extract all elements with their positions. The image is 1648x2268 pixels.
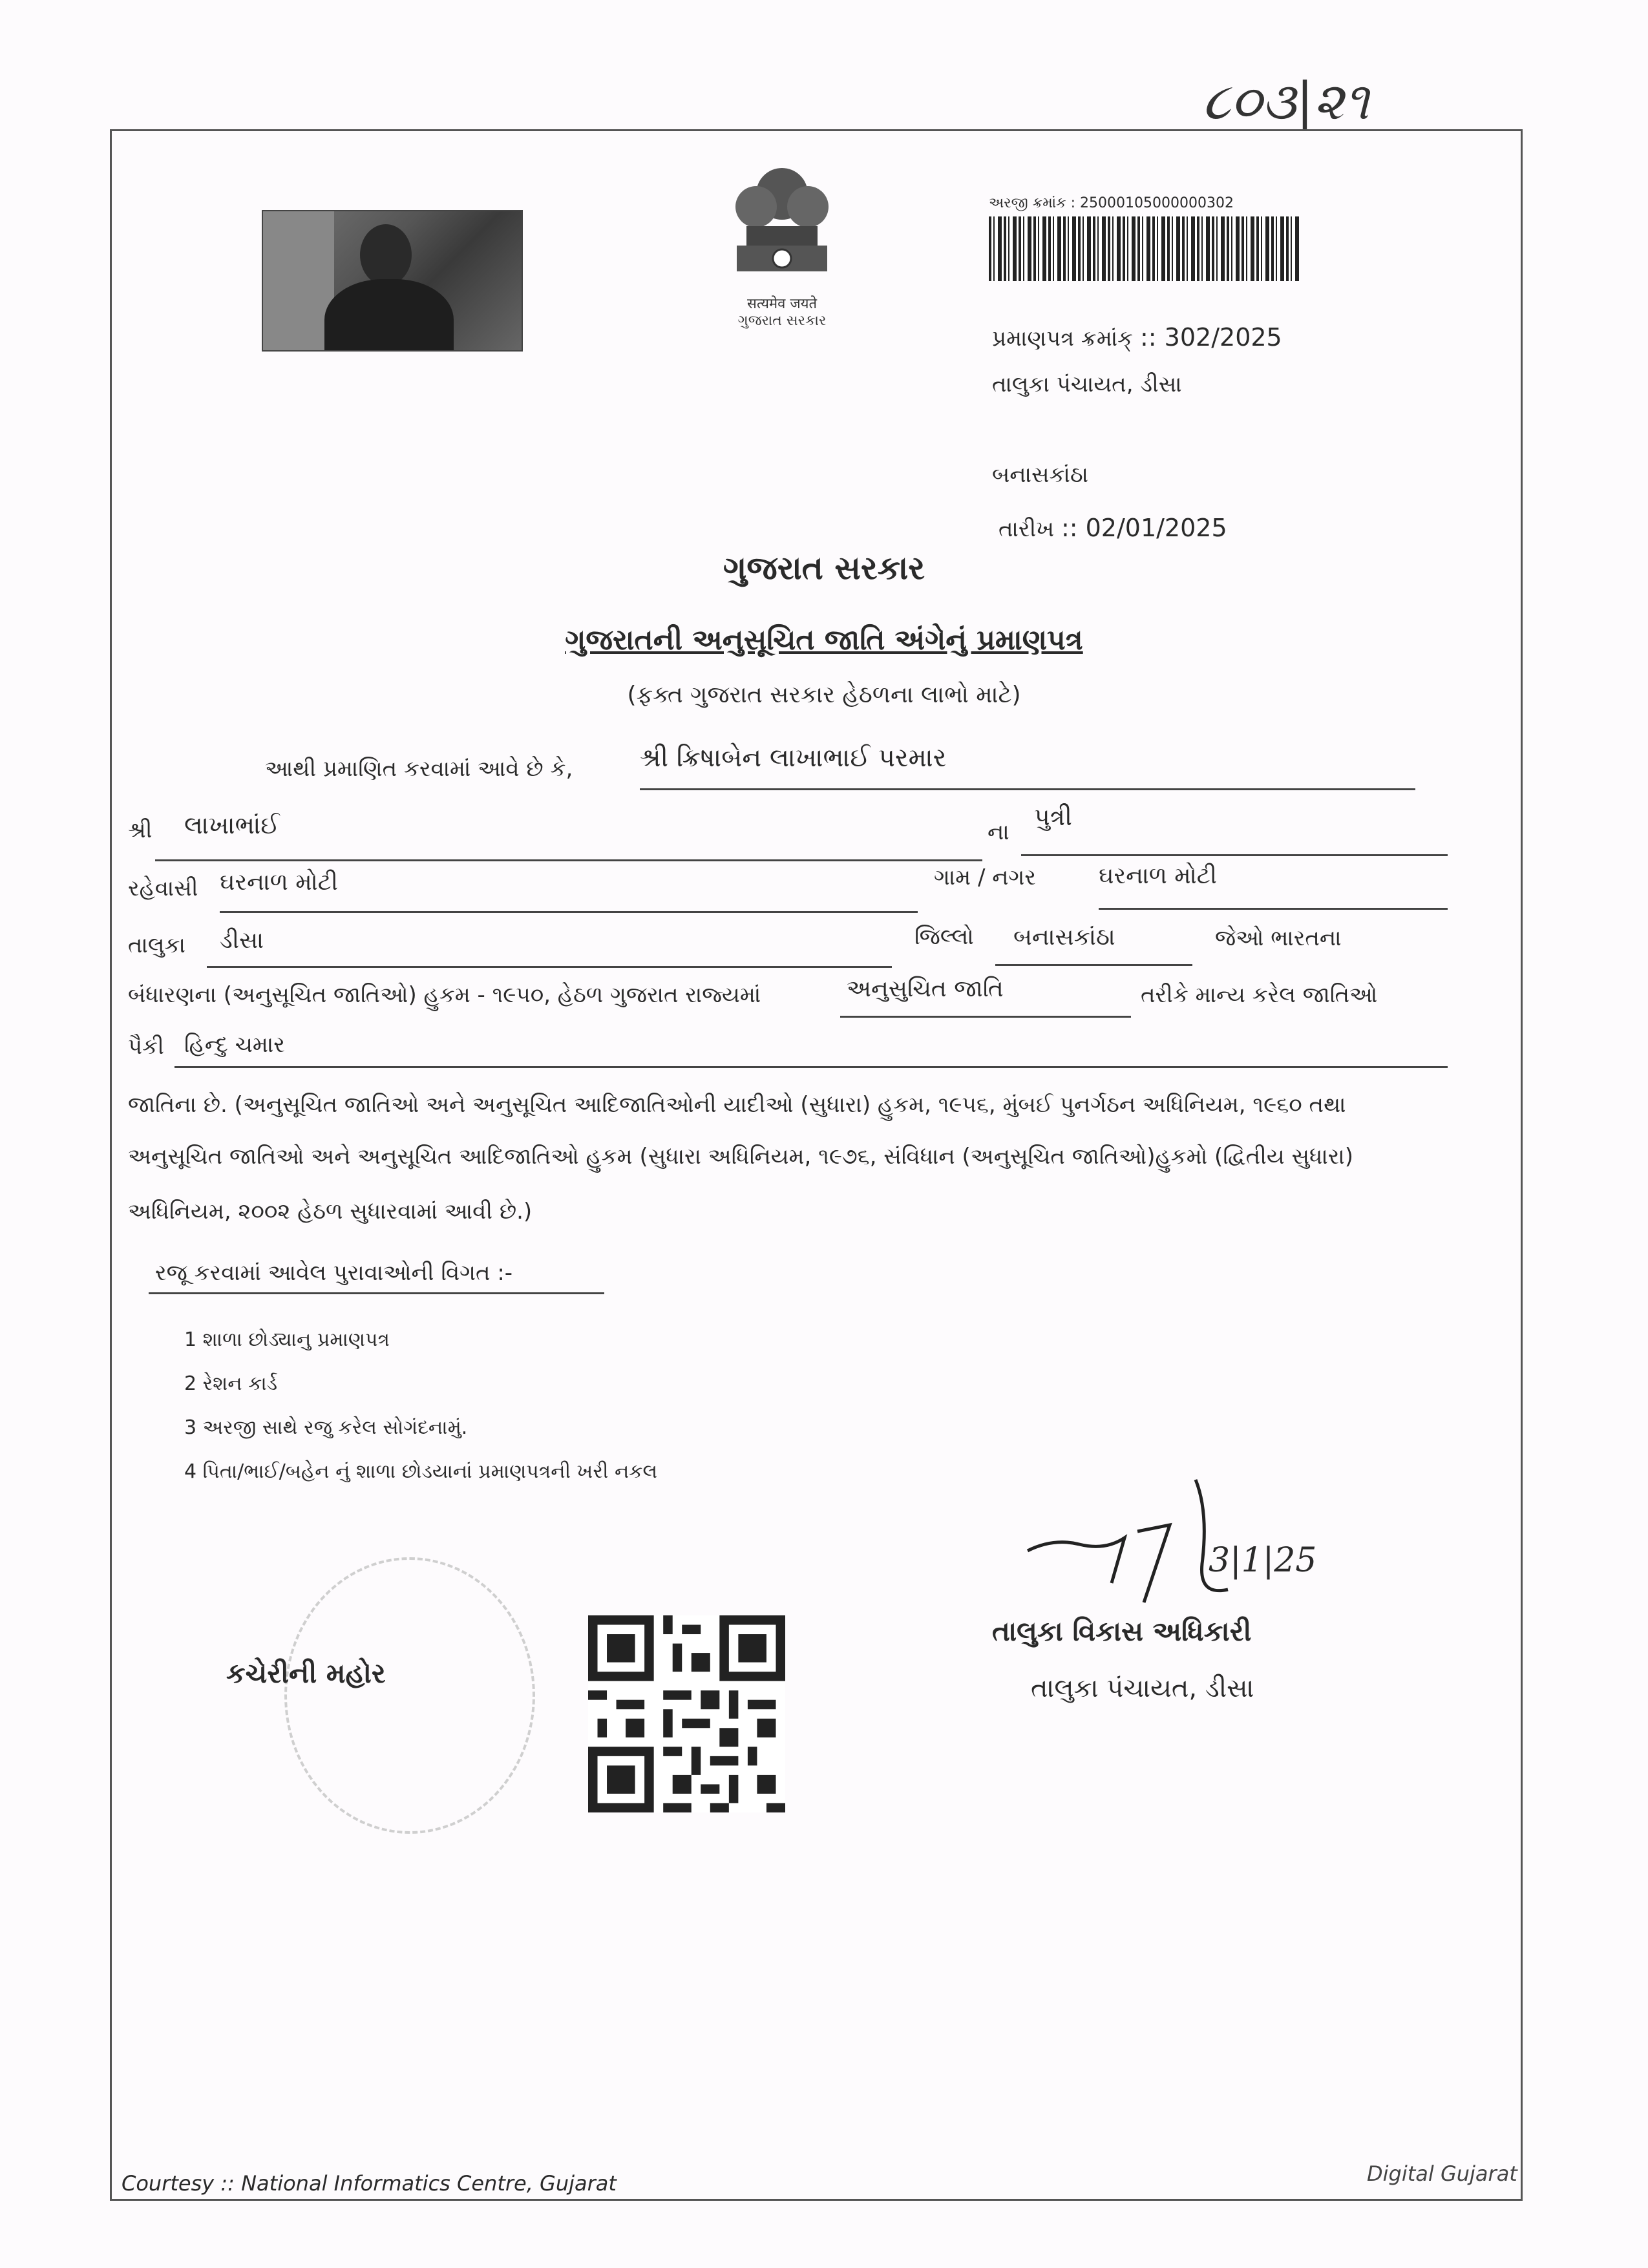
officer-title: તાલુકા વિકાસ અધિકારી xyxy=(992,1615,1252,1647)
certificate-number: :: 302/2025 xyxy=(1140,323,1282,352)
certificate-subtitle: (ફક્ત ગુજરાત સરકાર હેઠળના લાભો માટે) xyxy=(627,682,1021,708)
signature-date: 3|1|25 xyxy=(1209,1541,1317,1580)
who-india-text: જેઓ ભારતના xyxy=(1215,925,1342,951)
evidence-item: 3 અરજી સાથે રજુ કરેલ સોગંદનામું. xyxy=(184,1416,468,1439)
digital-gujarat-footer: Digital Gujarat xyxy=(1367,2161,1517,2186)
application-number: અરજી ક્રમાંક : 25000105000000302 xyxy=(989,195,1234,211)
father-name: લાખાભાંઈ xyxy=(184,811,280,839)
relation: પુત્રી xyxy=(1034,803,1072,831)
village-label: ગામ / નગર xyxy=(934,865,1036,890)
recognized-text: તરીકે માન્ય કરેલ જાતિઓ xyxy=(1141,982,1378,1008)
emblem-motto: सत्यमेव जयते xyxy=(746,296,818,312)
village: ઘરનાળ મોટી xyxy=(1099,863,1217,889)
taluka: ડીસા xyxy=(220,927,264,954)
certificate-number-row xyxy=(992,323,1282,352)
handwritten-reference: ૮૦૩|૨૧ xyxy=(1202,71,1369,131)
paragraph-line-2: અનુસૂચિત જાતિઓ અને અનુસૂચિત આદિજાતિઓ હુકમ (સુધારા અધિનિયમ, ૧૯૭૬, સંવિધાન (અનુસૂચિત જાતિઓ)હુકમો (દ્વિતીય સુધારા) xyxy=(128,1144,1353,1170)
national-emblem xyxy=(711,162,853,330)
applicant-photo xyxy=(262,210,523,352)
category: અનુસુચિત જાતિ xyxy=(847,976,1004,1002)
resident: ઘરનાળ મોટી xyxy=(220,869,338,896)
paragraph-line-3: અધિનિયમ, ૨૦૦૨ હેઠળ સુધારવામાં આવી છે.) xyxy=(128,1199,533,1224)
caste: હિન્દુ ચમાર xyxy=(184,1032,285,1058)
shri-label: શ્રી xyxy=(128,817,153,843)
taluka-label: તાલુકા xyxy=(128,932,185,958)
emblem-caption: ગુજરાત સરકાર xyxy=(737,313,827,329)
government-title: ગુજરાત સરકાર xyxy=(723,549,925,587)
district: બનાસકાંઠા xyxy=(1013,924,1115,950)
evidence-item: 1 શાળા છોડ્યાનુ પ્રમાણપત્ર xyxy=(184,1328,390,1351)
evidence-heading: રજૂ કરવામાં આવેલ પુરાવાઓની વિગત :- xyxy=(155,1260,513,1286)
certify-text: આથી પ્રમાણિત કરવામાં આવે છે કે, xyxy=(265,756,573,782)
district-label: જિલ્લો xyxy=(914,924,974,950)
seal-label: કચેરીની મહોર xyxy=(226,1657,386,1689)
applicant-name: શ્રી ક્રિષાબેન લાખાભાઈ પરમાર xyxy=(640,743,947,773)
evidence-item: 2 રેશન કાર્ડ xyxy=(184,1372,278,1395)
courtesy-footer: Courtesy :: National Informatics Centre, Gujarat xyxy=(121,2171,617,2196)
evidence-list xyxy=(184,1318,657,1494)
issuing-district: બનાસકાંઠા xyxy=(992,462,1088,488)
date-row xyxy=(998,514,1227,542)
among-label: પૈકી xyxy=(128,1034,164,1060)
paragraph-line-1: જાતિના છે. (અનુસૂચિત જાતિઓ અને અનુસૂચિત આદિજાતિઓની યાદીઓ (સુધારા) હુકમ, ૧૯૫૬, મુંબઈ પુનર્ગઠન અધિનિયમ, ૧૯૬૦ તથા xyxy=(128,1092,1346,1118)
resident-label: રહેવાસી xyxy=(128,876,198,901)
na-label: ના xyxy=(988,819,1009,845)
certificate-title: ગુજરાતની અનુસૂચિત જાતિ અંગેનું પ્રમાણપત્ર xyxy=(565,624,1083,656)
qr-code-icon xyxy=(588,1615,785,1812)
barcode xyxy=(989,216,1299,281)
certificate-number-label: પ્રમાણપત્ર ક્રમાંક્ xyxy=(992,326,1134,352)
qr-code xyxy=(588,1615,785,1812)
office-seal xyxy=(284,1557,535,1834)
issuing-office: તાલુકા પંચાયત, ડીસા xyxy=(992,372,1182,397)
officer-office: તાલુકા પંચાયત, ડીસા xyxy=(1031,1674,1254,1703)
ashoka-emblem-icon xyxy=(711,162,853,291)
date-label: તારીખ xyxy=(998,516,1055,542)
evidence-item: 4 પિતા/ભાઈ/બહેન નું શાળા છોડયાનાં પ્રમાણપત્રની ખરી નકલ xyxy=(184,1460,658,1483)
issue-date: :: 02/01/2025 xyxy=(1061,514,1227,542)
constitution-text: બંધારણના (અનુસૂચિત જાતિઓ) હુકમ - ૧૯૫૦, હેઠળ ગુજરાત રાજ્યમાં xyxy=(128,982,761,1008)
